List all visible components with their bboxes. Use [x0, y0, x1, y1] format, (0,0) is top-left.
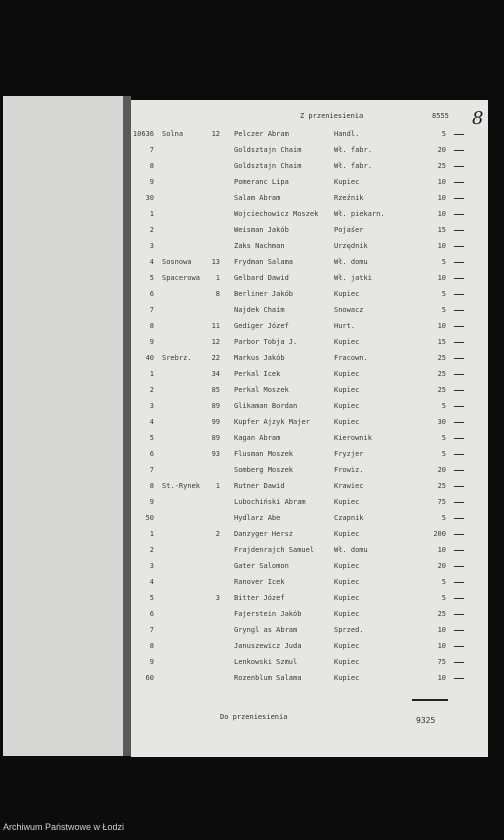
amount: 25	[437, 370, 446, 378]
amount: 15	[437, 226, 446, 234]
ledger-row	[0, 338, 504, 354]
check-mark	[454, 662, 464, 663]
person-name: Parbor Tobja J.	[234, 338, 298, 346]
occupation: Kupiec	[334, 178, 360, 186]
check-mark	[454, 230, 464, 231]
house-number: 13	[211, 258, 220, 266]
entry-number: 6	[149, 610, 154, 618]
occupation: Wł. fabr.	[334, 162, 372, 170]
entry-number: 1	[149, 530, 154, 538]
amount: 20	[437, 562, 446, 570]
archive-watermark: Archiwum Państwowe w Łodzi	[3, 822, 125, 832]
amount: 10	[437, 626, 446, 634]
ledger-row	[0, 450, 504, 466]
ledger-row	[0, 322, 504, 338]
person-name: Somberg Moszek	[234, 466, 294, 474]
person-name: Weisman Jakób	[234, 226, 289, 234]
amount: 25	[437, 482, 446, 490]
ledger-row	[0, 418, 504, 434]
person-name: Goldsztajn Chaim	[234, 162, 302, 170]
entry-number: 7	[149, 306, 154, 314]
entry-number: 40	[145, 354, 154, 362]
house-number: 8	[215, 290, 220, 298]
person-name: Najdek Chaim	[234, 306, 285, 314]
amount: 75	[437, 658, 446, 666]
entry-number: 3	[149, 242, 154, 250]
check-mark	[454, 550, 464, 551]
occupation: Kupiec	[334, 530, 360, 538]
house-number: 3	[215, 594, 220, 602]
house-number: 2	[215, 530, 220, 538]
ledger-row	[0, 674, 504, 690]
occupation: Frowiz.	[334, 466, 364, 474]
check-mark	[454, 150, 464, 151]
amount: 25	[437, 610, 446, 618]
check-mark	[454, 406, 464, 407]
entry-number: 6	[149, 290, 154, 298]
entry-number: 9	[149, 498, 154, 506]
check-mark	[454, 630, 464, 631]
street-name: St.-Rynek	[162, 482, 200, 490]
entry-number: 7	[149, 146, 154, 154]
check-mark	[454, 182, 464, 183]
ledger-row	[0, 466, 504, 482]
entry-number: 9	[149, 338, 154, 346]
entry-number: 60	[145, 674, 154, 682]
check-mark	[454, 438, 464, 439]
check-mark	[454, 342, 464, 343]
occupation: Kierownik	[334, 434, 372, 442]
check-mark	[454, 326, 464, 327]
entry-number: 9	[149, 178, 154, 186]
check-mark	[454, 294, 464, 295]
entry-number: 9	[149, 658, 154, 666]
amount: 15	[437, 338, 446, 346]
amount: 10	[437, 642, 446, 650]
person-name: Kupfer Ajzyk Majer	[234, 418, 310, 426]
check-mark	[454, 198, 464, 199]
check-mark	[454, 166, 464, 167]
amount: 25	[437, 354, 446, 362]
street-name: Spacerowa	[162, 274, 200, 282]
amount: 5	[441, 578, 446, 586]
person-name: Rozenblum Salama	[234, 674, 302, 682]
entry-number: 4	[149, 578, 154, 586]
ledger-row	[0, 386, 504, 402]
ledger-row	[0, 658, 504, 674]
amount: 10	[437, 322, 446, 330]
check-mark	[454, 566, 464, 567]
occupation: Kupiec	[334, 498, 360, 506]
amount: 75	[437, 498, 446, 506]
header-carry-label: Z przeniesienia	[300, 112, 364, 120]
amount: 5	[441, 130, 446, 138]
entry-number: 2	[149, 546, 154, 554]
occupation: Kupiec	[334, 402, 360, 410]
occupation: Fryzjer	[334, 450, 364, 458]
amount: 20	[437, 466, 446, 474]
amount: 5	[441, 434, 446, 442]
occupation: Krawiec	[334, 482, 364, 490]
footer-carry-total: 9325	[416, 716, 436, 725]
person-name: Pelczer Abram	[234, 130, 289, 138]
check-mark	[454, 646, 464, 647]
house-number: 34	[211, 370, 220, 378]
occupation: Kupiec	[334, 562, 360, 570]
house-number: 1	[215, 274, 220, 282]
check-mark	[454, 486, 464, 487]
check-mark	[454, 246, 464, 247]
check-mark	[454, 262, 464, 263]
check-mark	[454, 582, 464, 583]
ledger-row	[0, 210, 504, 226]
entry-number: 6	[149, 450, 154, 458]
amount: 10	[437, 674, 446, 682]
person-name: Januszewicz Juda	[234, 642, 302, 650]
ledger-row	[0, 434, 504, 450]
occupation: Kupiec	[334, 578, 360, 586]
check-mark	[454, 134, 464, 135]
occupation: Fracown.	[334, 354, 368, 362]
ledger-row	[0, 370, 504, 386]
entry-number: 3	[149, 562, 154, 570]
entry-number: 1	[149, 370, 154, 378]
check-mark	[454, 278, 464, 279]
amount: 25	[437, 162, 446, 170]
ledger-row	[0, 242, 504, 258]
ledger-row	[0, 642, 504, 658]
entry-number: 7	[149, 626, 154, 634]
house-number: 85	[211, 386, 220, 394]
occupation: Kupiec	[334, 642, 360, 650]
person-name: Flusman Moszek	[234, 450, 294, 458]
ledger-row	[0, 290, 504, 306]
occupation: Wł. fabr.	[334, 146, 372, 154]
entry-number: 2	[149, 386, 154, 394]
entry-number: 7	[149, 466, 154, 474]
street-name: Solna	[162, 130, 184, 138]
ledger-row	[0, 194, 504, 210]
amount: 30	[437, 418, 446, 426]
ledger-row	[0, 306, 504, 322]
person-name: Bitter Józef	[234, 594, 285, 602]
amount: 5	[441, 306, 446, 314]
check-mark	[454, 374, 464, 375]
person-name: Salam Abram	[234, 194, 281, 202]
person-name: Pomeranc Lipa	[234, 178, 289, 186]
ledger-row	[0, 594, 504, 610]
person-name: Ranover Icek	[234, 578, 285, 586]
occupation: Rzeźnik	[334, 194, 364, 202]
person-name: Gryngl as Abram	[234, 626, 298, 634]
person-name: Hydlarz Abe	[234, 514, 281, 522]
person-name: Gediger Józef	[234, 322, 289, 330]
occupation: Kupiec	[334, 338, 360, 346]
entry-number: 8	[149, 482, 154, 490]
occupation: Handl.	[334, 130, 360, 138]
occupation: Kupiec	[334, 610, 360, 618]
check-mark	[454, 518, 464, 519]
amount: 10	[437, 242, 446, 250]
ledger-row	[0, 562, 504, 578]
occupation: Urzędnik	[334, 242, 368, 250]
house-number: 89	[211, 434, 220, 442]
occupation: Wł. jatki	[334, 274, 372, 282]
house-number: 1	[215, 482, 220, 490]
person-name: Danzyger Hersz	[234, 530, 294, 538]
ledger-row	[0, 258, 504, 274]
amount: 10	[437, 194, 446, 202]
person-name: Goldsztajn Chaim	[234, 146, 302, 154]
amount: 5	[441, 594, 446, 602]
entry-number: 5	[149, 434, 154, 442]
check-mark	[454, 214, 464, 215]
ledger-row	[0, 178, 504, 194]
ledger-row	[0, 146, 504, 162]
occupation: Kupiec	[334, 674, 360, 682]
entry-number: 10636	[132, 130, 154, 138]
occupation: Kupiec	[334, 370, 360, 378]
person-name: Gater Salomon	[234, 562, 289, 570]
person-name: Fajerstein Jakób	[234, 610, 302, 618]
person-name: Lubochiński Abram	[234, 498, 306, 506]
occupation: Kupiec	[334, 418, 360, 426]
person-name: Lenkowski Szmul	[234, 658, 298, 666]
person-name: Kagan Abram	[234, 434, 281, 442]
occupation: Snowacz	[334, 306, 364, 314]
house-number: 89	[211, 402, 220, 410]
ledger-row	[0, 530, 504, 546]
house-number: 12	[211, 338, 220, 346]
amount: 10	[437, 274, 446, 282]
amount: 5	[441, 258, 446, 266]
sum-rule	[412, 699, 448, 701]
entry-number: 8	[149, 642, 154, 650]
amount: 20	[437, 146, 446, 154]
entry-number: 2	[149, 226, 154, 234]
ledger-row	[0, 578, 504, 594]
ledger-row	[0, 546, 504, 562]
street-name: Sosnowa	[162, 258, 192, 266]
ledger-row	[0, 402, 504, 418]
street-name: Srebrz.	[162, 354, 192, 362]
person-name: Zaks Nachman	[234, 242, 285, 250]
occupation: Wł. domu	[334, 546, 368, 554]
entry-number: 1	[149, 210, 154, 218]
ledger-row	[0, 226, 504, 242]
footer-carry-label: Do przeniesienia	[220, 713, 288, 721]
person-name: Perkal Icek	[234, 370, 281, 378]
check-mark	[454, 470, 464, 471]
check-mark	[454, 358, 464, 359]
house-number: 12	[211, 130, 220, 138]
check-mark	[454, 502, 464, 503]
header-carry-total: 8555	[432, 112, 449, 120]
ledger-row	[0, 626, 504, 642]
person-name: Glikaman Bordan	[234, 402, 298, 410]
entry-number: 8	[149, 162, 154, 170]
entry-number: 4	[149, 258, 154, 266]
ledger-row	[0, 130, 504, 146]
amount: 200	[433, 530, 446, 538]
person-name: Markus Jakób	[234, 354, 285, 362]
occupation: Hurt.	[334, 322, 356, 330]
amount: 10	[437, 546, 446, 554]
amount: 5	[441, 450, 446, 458]
amount: 10	[437, 178, 446, 186]
person-name: Perkal Moszek	[234, 386, 289, 394]
occupation: Czapnik	[334, 514, 364, 522]
person-name: Frajdenrajch Samuel	[234, 546, 315, 554]
person-name: Wojciechowicz Moszek	[234, 210, 319, 218]
amount: 25	[437, 386, 446, 394]
entry-number: 30	[145, 194, 154, 202]
ledger-row	[0, 274, 504, 290]
person-name: Frydman Salama	[234, 258, 294, 266]
occupation: Kupiec	[334, 290, 360, 298]
house-number: 22	[211, 354, 220, 362]
check-mark	[454, 598, 464, 599]
occupation: Pojaśer	[334, 226, 364, 234]
ledger-row	[0, 610, 504, 626]
house-number: 99	[211, 418, 220, 426]
entry-number: 5	[149, 594, 154, 602]
ledger-row	[0, 162, 504, 178]
person-name: Berliner Jakób	[234, 290, 294, 298]
check-mark	[454, 454, 464, 455]
occupation: Kupiec	[334, 658, 360, 666]
entry-number: 8	[149, 322, 154, 330]
occupation: Wł. domu	[334, 258, 368, 266]
ledger-row	[0, 482, 504, 498]
ledger-row	[0, 354, 504, 370]
amount: 10	[437, 210, 446, 218]
occupation: Sprzed.	[334, 626, 364, 634]
ledger-row	[0, 514, 504, 530]
entry-number: 5	[149, 274, 154, 282]
occupation: Kupiec	[334, 386, 360, 394]
ledger-row	[0, 498, 504, 514]
check-mark	[454, 534, 464, 535]
person-name: Rutner Dawid	[234, 482, 285, 490]
amount: 5	[441, 290, 446, 298]
occupation: Wł. piekarn.	[334, 210, 385, 218]
check-mark	[454, 310, 464, 311]
entry-number: 3	[149, 402, 154, 410]
entry-number: 4	[149, 418, 154, 426]
check-mark	[454, 678, 464, 679]
check-mark	[454, 390, 464, 391]
amount: 5	[441, 514, 446, 522]
page-number: 8	[472, 108, 484, 129]
check-mark	[454, 422, 464, 423]
entry-number: 50	[145, 514, 154, 522]
amount: 5	[441, 402, 446, 410]
check-mark	[454, 614, 464, 615]
house-number: 93	[211, 450, 220, 458]
occupation: Kupiec	[334, 594, 360, 602]
person-name: Gelbard Dawid	[234, 274, 289, 282]
house-number: 11	[211, 322, 220, 330]
